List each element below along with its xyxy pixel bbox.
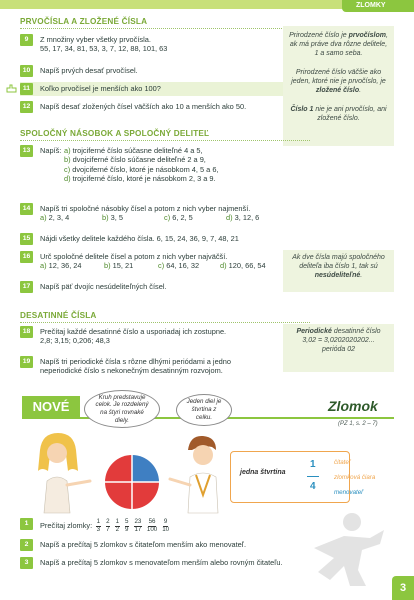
fraction xyxy=(106,519,110,533)
option-text: 3, 5 xyxy=(110,213,123,223)
fraction-den: 3 xyxy=(96,526,101,534)
hand-icon xyxy=(5,83,19,95)
note-text: . xyxy=(360,271,363,279)
task-text: Napíš desať zložených čísel väčších ako 10 a menších ako 50. xyxy=(40,102,247,111)
note-term: Číslo 1 xyxy=(290,105,314,113)
task-16 xyxy=(20,251,320,271)
option-text: 6, 2, 5 xyxy=(172,213,193,223)
task-17 xyxy=(20,281,320,293)
fraction xyxy=(115,519,119,533)
note-text: Prirodzené číslo väčšie ako jeden, ktoré nie je prvočíslo, je xyxy=(291,68,386,85)
option-text: dvojciferné číslo súčasne deliteľné 2 a 9, xyxy=(72,155,206,165)
option-letter: a) xyxy=(40,261,47,271)
fraction-list xyxy=(96,519,169,533)
task-number: 17 xyxy=(20,281,33,293)
section-title-fraction: Zlomok xyxy=(328,398,378,414)
task-text: Prečítaj každé desatinné číslo a usporiadaj ich zostupne. xyxy=(40,327,227,336)
note-term: nesúdeliteľné xyxy=(314,271,361,279)
task-number: 11 xyxy=(20,83,33,95)
option-letter: c) xyxy=(164,213,171,223)
task-number: 2 xyxy=(20,539,33,551)
note-term: Periodické xyxy=(296,328,332,335)
section-title-multiples: SPOLOČNÝ NÁSOBOK A SPOLOČNÝ DELITEĽ xyxy=(20,129,210,138)
task-text: Napíš a prečítaj 5 zlomkov s čitateľom menším ako menovateľ. xyxy=(40,540,246,549)
option-letter: b) xyxy=(104,261,111,271)
task-number: 13 xyxy=(20,145,33,157)
fraction-numerator: 1 xyxy=(310,459,316,470)
option-letter: d) xyxy=(64,174,71,184)
task-text: Nájdi všetky delitele každého čísla. 6, 15, 24, 36, 9, 7, 48, 21 xyxy=(40,234,239,243)
new-task-1 xyxy=(20,518,320,533)
task-text: Napíš päť dvojíc nesúdeliteľných čísel. xyxy=(40,282,167,291)
task-text: Prečítaj zlomky: xyxy=(40,521,93,531)
publisher-logo-watermark xyxy=(300,508,390,588)
new-task-2 xyxy=(20,539,320,551)
option-text: trojciferné číslo súčasne deliteľné 4 a 5, xyxy=(72,146,203,155)
option-letter: b) xyxy=(64,155,71,165)
task-text: Napíš a prečítaj 5 zlomkov s menovateľom menším alebo rovným čitateľu. xyxy=(40,558,283,567)
fraction-den: 2 xyxy=(115,526,120,534)
fraction-bar xyxy=(307,476,319,477)
section-title-primes: PRVOČÍSLA A ZLOŽENÉ ČÍSLA xyxy=(20,17,148,26)
task-number: 18 xyxy=(20,326,33,338)
new-badge: NOVÉ xyxy=(22,396,80,418)
fraction-num: 2 xyxy=(106,518,110,525)
option-text: 2, 3, 4 xyxy=(48,213,70,223)
option-letter: a) xyxy=(40,213,47,223)
task-number: 1 xyxy=(20,518,33,530)
option-text: trojciferné číslo, ktoré je násobkom 2, 3 a 9. xyxy=(72,174,216,184)
bubble-text: Kruh predstavuje celok. Je rozdelený na štyri rovnaké diely. xyxy=(95,393,149,424)
note-text: . xyxy=(359,86,362,94)
task-number: 12 xyxy=(20,101,33,113)
task-number: 10 xyxy=(20,65,33,77)
note-text: perióda 02 xyxy=(321,345,356,353)
task-10 xyxy=(20,65,320,77)
task-data: 55, 17, 34, 81, 53, 3, 7, 12, 88, 101, 63 xyxy=(40,44,168,54)
task-intro: Napíš: xyxy=(40,146,62,155)
new-task-3 xyxy=(20,557,320,569)
fraction-explanation xyxy=(230,451,350,503)
option-text: 15, 21 xyxy=(112,261,134,271)
option-text: 120, 66, 54 xyxy=(228,261,266,271)
option-text: 3, 12, 6 xyxy=(234,213,260,223)
task-11 xyxy=(20,83,320,95)
fraction xyxy=(147,519,157,533)
task-number: 9 xyxy=(20,34,33,46)
task-text: Z množiny vyber všetky prvočísla. xyxy=(40,35,151,44)
option-letter: d) xyxy=(220,261,227,271)
task-19 xyxy=(20,356,320,376)
note-text: nie je ani prvočíslo, ani zložené číslo. xyxy=(313,105,387,122)
option-letter: c) xyxy=(64,164,71,174)
fraction-den: 10 xyxy=(162,526,170,534)
note-text: Prirodzené číslo je xyxy=(289,32,347,39)
girl-figure xyxy=(38,433,90,513)
option-text: 12, 36, 24 xyxy=(48,261,82,271)
task-12 xyxy=(20,101,320,113)
section-divider xyxy=(20,28,310,29)
note-primes xyxy=(283,26,394,146)
fraction-num: 1 xyxy=(96,518,101,525)
fraction-den: 7 xyxy=(106,526,110,534)
fraction-den: 9 xyxy=(125,526,129,534)
quarter-circle xyxy=(105,455,159,509)
note-term: prvočíslom xyxy=(348,32,386,39)
label-denominator: menovateľ xyxy=(334,489,363,496)
note-text: Ak dve čísla majú spoločného deliteľa iba číslo 1, tak sú xyxy=(292,254,385,270)
task-13 xyxy=(20,145,320,184)
section-divider xyxy=(20,322,310,323)
task-number: 15 xyxy=(20,233,33,245)
option-letter: b) xyxy=(102,213,109,223)
note-coprime xyxy=(283,250,394,292)
option-letter: a) xyxy=(64,146,71,155)
note-text: , ak má práve dva rôzne delitele, 1 a samo seba. xyxy=(289,32,388,57)
task-number: 19 xyxy=(20,356,33,368)
fraction xyxy=(162,519,169,533)
section-divider xyxy=(20,140,310,141)
page-number: 3 xyxy=(392,576,414,600)
note-term: zložené číslo xyxy=(315,86,360,94)
fraction-den: 100 xyxy=(146,526,158,534)
option-letter: c) xyxy=(158,261,165,271)
section-title-decimals: DESATINNÉ ČÍSLA xyxy=(20,311,97,320)
fraction-num: 23 xyxy=(134,518,142,525)
fraction-num: 56 xyxy=(148,518,156,525)
fraction xyxy=(125,519,129,533)
fraction-num: 5 xyxy=(125,518,129,525)
task-text: Napíš prvých desať prvočísel. xyxy=(40,66,138,75)
task-18 xyxy=(20,326,320,346)
task-number: 14 xyxy=(20,203,33,215)
task-text: neperiodické číslo s nekonečným desatinným rozvojom. xyxy=(40,366,223,376)
task-14 xyxy=(20,203,320,223)
note-example: 3,02 = 3,0202020202... xyxy=(302,336,375,344)
task-number: 3 xyxy=(20,557,33,569)
task-text: Napíš tri spoločné násobky čísel a potom z nich vyber najmenší. xyxy=(40,204,251,213)
task-15 xyxy=(20,233,320,245)
chapter-tab: ZLOMKY xyxy=(342,0,414,12)
bubble-text: Jeden diel je štvrtina z celku. xyxy=(186,398,222,421)
speech-bubble-left xyxy=(84,390,160,428)
fraction-name: jedna štvrtina xyxy=(240,469,286,476)
boy-figure xyxy=(170,436,218,513)
option-text: 64, 16, 32 xyxy=(166,261,200,271)
fraction xyxy=(134,519,142,533)
task-text: Urč spoločné delitele čísel a potom z nich vyber najväčší. xyxy=(40,252,228,261)
fraction-num: 1 xyxy=(115,518,120,525)
fraction-denominator: 4 xyxy=(310,481,316,492)
task-data: 2,8; 3,15; 0,206; 48,3 xyxy=(40,336,110,346)
label-fraction-bar: zlomková čiara xyxy=(334,474,376,481)
workbook-reference: (PZ 1, s. 2 – 7) xyxy=(338,421,378,427)
note-periodic xyxy=(283,324,394,372)
fraction-num: 9 xyxy=(163,518,168,525)
option-letter: d) xyxy=(226,213,233,223)
task-text: Napíš tri periodické čísla s rôzne dlhými periódami a jedno xyxy=(40,357,232,366)
fraction-den: 17 xyxy=(134,526,142,534)
speech-bubble-right xyxy=(176,394,232,426)
fraction xyxy=(96,519,100,533)
note-text: desatinné číslo xyxy=(331,328,381,335)
task-9 xyxy=(20,34,320,54)
option-text: dvojciferné číslo, ktoré je násobkom 4, 5 a 6, xyxy=(72,164,219,174)
task-number: 16 xyxy=(20,251,33,263)
task-text: Koľko prvočísel je menších ako 100? xyxy=(40,84,161,93)
label-numerator: čitateľ xyxy=(334,459,351,466)
